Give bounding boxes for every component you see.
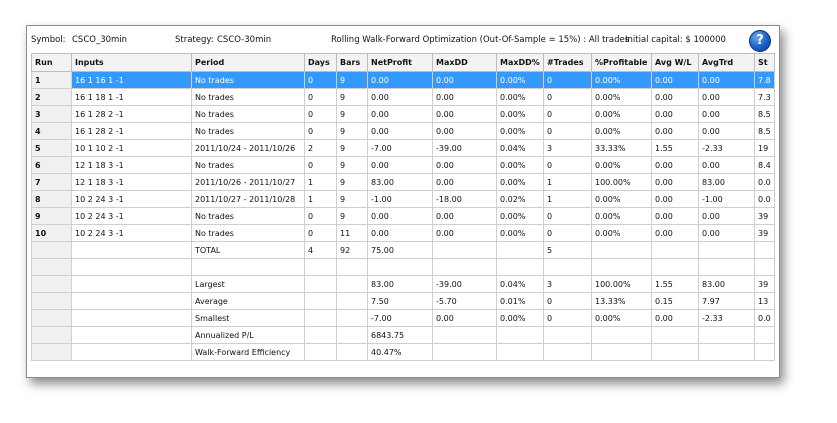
spacer-cell[interactable]	[72, 259, 192, 276]
cell-days[interactable]: 0	[305, 208, 337, 225]
cell-days[interactable]: 0	[305, 157, 337, 174]
spacer-cell[interactable]	[592, 259, 652, 276]
summary-cell-trades[interactable]: 0	[544, 310, 592, 327]
cell-avg-trd[interactable]: -2.33	[699, 140, 755, 157]
summary-cell-avg-trd[interactable]: 7.97	[699, 293, 755, 310]
cell-avg-wl[interactable]: 0.00	[652, 208, 699, 225]
total-cell-run[interactable]	[32, 242, 72, 259]
summary-cell-period[interactable]: Smallest	[192, 310, 305, 327]
spacer-cell[interactable]	[755, 259, 775, 276]
cell-max-dd-pct[interactable]: 0.00%	[497, 72, 544, 89]
cell-avg-wl[interactable]: 0.00	[652, 72, 699, 89]
summary-cell-inputs[interactable]	[72, 276, 192, 293]
cell-bars[interactable]: 9	[337, 157, 368, 174]
cell-st[interactable]: 0.0	[755, 174, 775, 191]
column-header-inputs[interactable]: Inputs	[72, 54, 192, 72]
cell-max-dd-pct[interactable]: 0.00%	[497, 208, 544, 225]
column-header-st[interactable]: St	[755, 54, 775, 72]
cell-avg-trd[interactable]: 0.00	[699, 157, 755, 174]
summary-cell-run[interactable]	[32, 310, 72, 327]
table-row[interactable]	[32, 72, 775, 89]
column-header-max-dd-pct[interactable]: MaxDD%	[497, 54, 544, 72]
cell-run[interactable]: 10	[32, 225, 72, 242]
cell-max-dd-pct[interactable]: 0.00%	[497, 174, 544, 191]
summary-cell-run[interactable]	[32, 276, 72, 293]
cell-net-profit[interactable]: 0.00	[368, 106, 433, 123]
summary-cell-run[interactable]	[32, 327, 72, 344]
cell-period[interactable]: 2011/10/26 - 2011/10/27	[192, 174, 305, 191]
summary-cell-net-profit[interactable]: 6843.75	[368, 327, 433, 344]
column-header-trades[interactable]: #Trades	[544, 54, 592, 72]
cell-net-profit[interactable]: 0.00	[368, 157, 433, 174]
summary-cell-bars[interactable]	[337, 276, 368, 293]
summary-cell-days[interactable]	[305, 344, 337, 361]
summary-cell-max-dd-pct[interactable]: 0.04%	[497, 276, 544, 293]
cell-max-dd-pct[interactable]: 0.00%	[497, 123, 544, 140]
cell-days[interactable]: 0	[305, 106, 337, 123]
cell-max-dd[interactable]: 0.00	[433, 106, 497, 123]
cell-bars[interactable]: 9	[337, 72, 368, 89]
cell-trades[interactable]: 3	[544, 140, 592, 157]
cell-max-dd[interactable]: 0.00	[433, 225, 497, 242]
summary-cell-net-profit[interactable]: 40.47%	[368, 344, 433, 361]
cell-net-profit[interactable]: 0.00	[368, 208, 433, 225]
cell-inputs[interactable]: 10 2 24 3 -1	[72, 191, 192, 208]
total-cell-avg-wl[interactable]	[652, 242, 699, 259]
cell-run[interactable]: 5	[32, 140, 72, 157]
cell-profitable[interactable]: 0.00%	[592, 225, 652, 242]
cell-days[interactable]: 1	[305, 174, 337, 191]
summary-cell-period[interactable]: Annualized P/L	[192, 327, 305, 344]
spacer-cell[interactable]	[652, 259, 699, 276]
summary-cell-run[interactable]	[32, 344, 72, 361]
spacer-cell[interactable]	[32, 259, 72, 276]
summary-cell-st[interactable]	[755, 344, 775, 361]
total-cell-trades[interactable]: 5	[544, 242, 592, 259]
summary-cell-max-dd[interactable]	[433, 344, 497, 361]
strategy-value: CSCO-30min	[217, 35, 272, 45]
cell-avg-trd[interactable]: 83.00	[699, 174, 755, 191]
total-cell-st[interactable]	[755, 242, 775, 259]
spacer-cell[interactable]	[699, 259, 755, 276]
symbol-value: CSCO_30min	[72, 35, 128, 45]
cell-avg-wl[interactable]: 0.00	[652, 157, 699, 174]
cell-bars[interactable]: 9	[337, 140, 368, 157]
cell-trades[interactable]: 0	[544, 106, 592, 123]
column-header-avg-wl[interactable]: Avg W/L	[652, 54, 699, 72]
summary-cell-profitable[interactable]	[592, 327, 652, 344]
cell-run[interactable]: 8	[32, 191, 72, 208]
cell-bars[interactable]: 9	[337, 174, 368, 191]
summary-cell-net-profit[interactable]: 7.50	[368, 293, 433, 310]
summary-cell-st[interactable]: 39	[755, 276, 775, 293]
spacer-cell[interactable]	[192, 259, 305, 276]
cell-run[interactable]: 9	[32, 208, 72, 225]
cell-st[interactable]: 39	[755, 225, 775, 242]
cell-period[interactable]: 2011/10/27 - 2011/10/28	[192, 191, 305, 208]
strategy-label: Strategy:	[175, 35, 214, 45]
cell-inputs[interactable]: 10 2 24 3 -1	[72, 208, 192, 225]
summary-cell-avg-wl[interactable]: 1.55	[652, 276, 699, 293]
cell-net-profit[interactable]: 0.00	[368, 225, 433, 242]
summary-cell-profitable[interactable]	[592, 344, 652, 361]
summary-cell-bars[interactable]	[337, 344, 368, 361]
column-header-net-profit[interactable]: NetProfit	[368, 54, 433, 72]
summary-cell-net-profit[interactable]: -7.00	[368, 310, 433, 327]
cell-avg-wl[interactable]: 0.00	[652, 174, 699, 191]
cell-max-dd-pct[interactable]: 0.02%	[497, 191, 544, 208]
cell-max-dd[interactable]: -39.00	[433, 140, 497, 157]
column-header-run[interactable]: Run	[32, 54, 72, 72]
summary-cell-avg-wl[interactable]: 0.00	[652, 310, 699, 327]
total-cell-profitable[interactable]	[592, 242, 652, 259]
cell-avg-trd[interactable]: 0.00	[699, 106, 755, 123]
summary-cell-max-dd[interactable]: -39.00	[433, 276, 497, 293]
cell-bars[interactable]: 9	[337, 123, 368, 140]
cell-days[interactable]: 0	[305, 72, 337, 89]
cell-max-dd-pct[interactable]: 0.04%	[497, 140, 544, 157]
summary-cell-bars[interactable]	[337, 327, 368, 344]
cell-max-dd[interactable]: -18.00	[433, 191, 497, 208]
summary-cell-avg-wl[interactable]	[652, 344, 699, 361]
cell-period[interactable]: No trades	[192, 72, 305, 89]
cell-days[interactable]: 2	[305, 140, 337, 157]
cell-max-dd[interactable]: 0.00	[433, 89, 497, 106]
cell-profitable[interactable]: 0.00%	[592, 208, 652, 225]
cell-days[interactable]: 1	[305, 191, 337, 208]
cell-profitable[interactable]: 33.33%	[592, 140, 652, 157]
cell-profitable[interactable]: 0.00%	[592, 89, 652, 106]
cell-max-dd-pct[interactable]: 0.00%	[497, 106, 544, 123]
cell-profitable[interactable]: 0.00%	[592, 123, 652, 140]
symbol-label: Symbol:	[31, 35, 66, 45]
cell-run[interactable]: 4	[32, 123, 72, 140]
cell-max-dd-pct[interactable]: 0.00%	[497, 157, 544, 174]
cell-days[interactable]: 0	[305, 123, 337, 140]
summary-cell-max-dd[interactable]: -5.70	[433, 293, 497, 310]
cell-run[interactable]: 2	[32, 89, 72, 106]
summary-cell-inputs[interactable]	[72, 310, 192, 327]
table-row[interactable]	[32, 106, 775, 123]
table-row[interactable]	[32, 157, 775, 174]
spacer-cell[interactable]	[337, 259, 368, 276]
cell-trades[interactable]: 1	[544, 191, 592, 208]
summary-row	[32, 276, 775, 293]
cell-avg-wl[interactable]: 0.00	[652, 225, 699, 242]
total-cell-net-profit[interactable]: 75.00	[368, 242, 433, 259]
summary-cell-profitable[interactable]: 0.00%	[592, 310, 652, 327]
summary-cell-bars[interactable]	[337, 293, 368, 310]
cell-max-dd[interactable]: 0.00	[433, 208, 497, 225]
summary-cell-days[interactable]	[305, 310, 337, 327]
total-cell-max-dd[interactable]	[433, 242, 497, 259]
cell-avg-wl[interactable]: 0.00	[652, 191, 699, 208]
cell-max-dd[interactable]: 0.00	[433, 157, 497, 174]
cell-max-dd[interactable]: 0.00	[433, 123, 497, 140]
cell-inputs[interactable]: 10 2 24 3 -1	[72, 225, 192, 242]
cell-max-dd[interactable]: 0.00	[433, 72, 497, 89]
cell-period[interactable]: No trades	[192, 208, 305, 225]
optimization-description: Rolling Walk-Forward Optimization (Out-Of-Sample = 15%) : All trades	[331, 35, 630, 45]
cell-st[interactable]: 8.5	[755, 106, 775, 123]
summary-row	[32, 310, 775, 327]
cell-bars[interactable]: 11	[337, 225, 368, 242]
total-cell-bars[interactable]: 92	[337, 242, 368, 259]
cell-avg-wl[interactable]: 0.00	[652, 123, 699, 140]
summary-cell-trades[interactable]: 3	[544, 276, 592, 293]
spacer-cell[interactable]	[433, 259, 497, 276]
cell-st[interactable]: 7.8	[755, 72, 775, 89]
cell-max-dd-pct[interactable]: 0.00%	[497, 89, 544, 106]
cell-trades[interactable]: 0	[544, 157, 592, 174]
help-icon[interactable]: ?	[749, 30, 771, 52]
summary-cell-days[interactable]	[305, 293, 337, 310]
summary-cell-profitable[interactable]: 100.00%	[592, 276, 652, 293]
summary-cell-max-dd[interactable]: 0.00	[433, 310, 497, 327]
summary-cell-max-dd-pct[interactable]	[497, 344, 544, 361]
summary-cell-days[interactable]	[305, 327, 337, 344]
summary-cell-trades[interactable]	[544, 327, 592, 344]
cell-period[interactable]: No trades	[192, 157, 305, 174]
cell-period[interactable]: No trades	[192, 123, 305, 140]
cell-run[interactable]: 6	[32, 157, 72, 174]
cell-net-profit[interactable]: 0.00	[368, 72, 433, 89]
cell-period[interactable]: No trades	[192, 89, 305, 106]
column-header-days[interactable]: Days	[305, 54, 337, 72]
cell-bars[interactable]: 9	[337, 89, 368, 106]
cell-avg-trd[interactable]: -1.00	[699, 191, 755, 208]
total-cell-inputs[interactable]	[72, 242, 192, 259]
spacer-row	[32, 259, 775, 276]
summary-cell-avg-wl[interactable]	[652, 327, 699, 344]
cell-bars[interactable]: 9	[337, 208, 368, 225]
total-cell-period[interactable]: TOTAL	[192, 242, 305, 259]
cell-trades[interactable]: 0	[544, 208, 592, 225]
summary-cell-inputs[interactable]	[72, 344, 192, 361]
summary-cell-max-dd-pct[interactable]: 0.00%	[497, 310, 544, 327]
results-grid	[31, 53, 775, 361]
cell-bars[interactable]: 9	[337, 191, 368, 208]
cell-days[interactable]: 0	[305, 225, 337, 242]
cell-avg-wl[interactable]: 0.00	[652, 106, 699, 123]
cell-profitable[interactable]: 0.00%	[592, 72, 652, 89]
summary-cell-max-dd[interactable]	[433, 327, 497, 344]
summary-cell-inputs[interactable]	[72, 293, 192, 310]
cell-period[interactable]: No trades	[192, 225, 305, 242]
cell-net-profit[interactable]: -1.00	[368, 191, 433, 208]
summary-cell-days[interactable]	[305, 276, 337, 293]
summary-cell-run[interactable]	[32, 293, 72, 310]
summary-cell-max-dd-pct[interactable]	[497, 327, 544, 344]
column-header-max-dd[interactable]: MaxDD	[433, 54, 497, 72]
cell-profitable[interactable]: 0.00%	[592, 157, 652, 174]
spacer-cell[interactable]	[368, 259, 433, 276]
spacer-cell[interactable]	[544, 259, 592, 276]
cell-st[interactable]: 7.3	[755, 89, 775, 106]
header-row	[32, 54, 775, 72]
total-cell-avg-trd[interactable]	[699, 242, 755, 259]
summary-cell-trades[interactable]	[544, 344, 592, 361]
cell-st[interactable]: 8.5	[755, 123, 775, 140]
summary-cell-bars[interactable]	[337, 310, 368, 327]
cell-trades[interactable]: 0	[544, 89, 592, 106]
table-row[interactable]	[32, 191, 775, 208]
summary-cell-max-dd-pct[interactable]: 0.01%	[497, 293, 544, 310]
table-row[interactable]	[32, 89, 775, 106]
cell-avg-trd[interactable]: 0.00	[699, 72, 755, 89]
cell-period[interactable]: 2011/10/24 - 2011/10/26	[192, 140, 305, 157]
summary-cell-period[interactable]: Largest	[192, 276, 305, 293]
summary-cell-period[interactable]: Walk-Forward Efficiency	[192, 344, 305, 361]
report-header	[27, 26, 779, 52]
initial-capital: Initial capital: $ 100000	[625, 35, 726, 45]
cell-inputs[interactable]: 12 1 18 3 -1	[72, 157, 192, 174]
spacer-cell[interactable]	[305, 259, 337, 276]
cell-profitable[interactable]: 100.00%	[592, 174, 652, 191]
total-cell-max-dd-pct[interactable]	[497, 242, 544, 259]
summary-cell-avg-trd[interactable]	[699, 344, 755, 361]
summary-cell-st[interactable]	[755, 327, 775, 344]
cell-period[interactable]: No trades	[192, 106, 305, 123]
cell-avg-wl[interactable]: 0.00	[652, 89, 699, 106]
cell-net-profit[interactable]: -7.00	[368, 140, 433, 157]
cell-profitable[interactable]: 0.00%	[592, 106, 652, 123]
cell-avg-trd[interactable]: 0.00	[699, 208, 755, 225]
summary-cell-profitable[interactable]: 13.33%	[592, 293, 652, 310]
cell-run[interactable]: 3	[32, 106, 72, 123]
cell-max-dd[interactable]: 0.00	[433, 174, 497, 191]
cell-inputs[interactable]: 10 1 10 2 -1	[72, 140, 192, 157]
table-row[interactable]	[32, 225, 775, 242]
summary-cell-st[interactable]: 13	[755, 293, 775, 310]
results-grid-container[interactable]	[31, 53, 779, 373]
cell-run[interactable]: 1	[32, 72, 72, 89]
cell-trades[interactable]: 0	[544, 225, 592, 242]
summary-cell-avg-trd[interactable]: 83.00	[699, 276, 755, 293]
summary-cell-net-profit[interactable]: 83.00	[368, 276, 433, 293]
cell-profitable[interactable]: 0.00%	[592, 191, 652, 208]
cell-st[interactable]: 39	[755, 208, 775, 225]
cell-inputs[interactable]: 12 1 18 3 -1	[72, 174, 192, 191]
column-header-bars[interactable]: Bars	[337, 54, 368, 72]
cell-bars[interactable]: 9	[337, 106, 368, 123]
cell-avg-wl[interactable]: 1.55	[652, 140, 699, 157]
cell-inputs[interactable]: 16 1 18 1 -1	[72, 89, 192, 106]
spacer-cell[interactable]	[497, 259, 544, 276]
cell-trades[interactable]: 1	[544, 174, 592, 191]
cell-trades[interactable]: 0	[544, 72, 592, 89]
column-header-avg-trd[interactable]: AvgTrd	[699, 54, 755, 72]
cell-max-dd-pct[interactable]: 0.00%	[497, 225, 544, 242]
table-row[interactable]	[32, 174, 775, 191]
summary-row	[32, 327, 775, 344]
cell-st[interactable]: 19	[755, 140, 775, 157]
summary-row	[32, 293, 775, 310]
summary-cell-st[interactable]: 0.0	[755, 310, 775, 327]
table-row[interactable]	[32, 123, 775, 140]
cell-net-profit[interactable]: 83.00	[368, 174, 433, 191]
cell-inputs[interactable]: 16 1 16 1 -1	[72, 72, 192, 89]
summary-cell-avg-trd[interactable]	[699, 327, 755, 344]
total-cell-days[interactable]: 4	[305, 242, 337, 259]
cell-st[interactable]: 8.4	[755, 157, 775, 174]
total-row	[32, 242, 775, 259]
cell-st[interactable]: 0.0	[755, 191, 775, 208]
table-row[interactable]	[32, 208, 775, 225]
summary-cell-avg-trd[interactable]: -2.33	[699, 310, 755, 327]
cell-avg-trd[interactable]: 0.00	[699, 225, 755, 242]
walk-forward-results-window	[26, 25, 780, 378]
cell-days[interactable]: 0	[305, 89, 337, 106]
column-header-profitable[interactable]: %Profitable	[592, 54, 652, 72]
cell-inputs[interactable]: 16 1 28 2 -1	[72, 106, 192, 123]
cell-inputs[interactable]: 16 1 28 2 -1	[72, 123, 192, 140]
cell-run[interactable]: 7	[32, 174, 72, 191]
summary-cell-avg-wl[interactable]: 0.15	[652, 293, 699, 310]
cell-net-profit[interactable]: 0.00	[368, 89, 433, 106]
summary-cell-period[interactable]: Average	[192, 293, 305, 310]
cell-avg-trd[interactable]: 0.00	[699, 89, 755, 106]
column-header-period[interactable]: Period	[192, 54, 305, 72]
table-row[interactable]	[32, 140, 775, 157]
summary-row	[32, 344, 775, 361]
summary-cell-inputs[interactable]	[72, 327, 192, 344]
cell-avg-trd[interactable]: 0.00	[699, 123, 755, 140]
cell-net-profit[interactable]: 0.00	[368, 123, 433, 140]
summary-cell-trades[interactable]: 0	[544, 293, 592, 310]
cell-trades[interactable]: 0	[544, 123, 592, 140]
